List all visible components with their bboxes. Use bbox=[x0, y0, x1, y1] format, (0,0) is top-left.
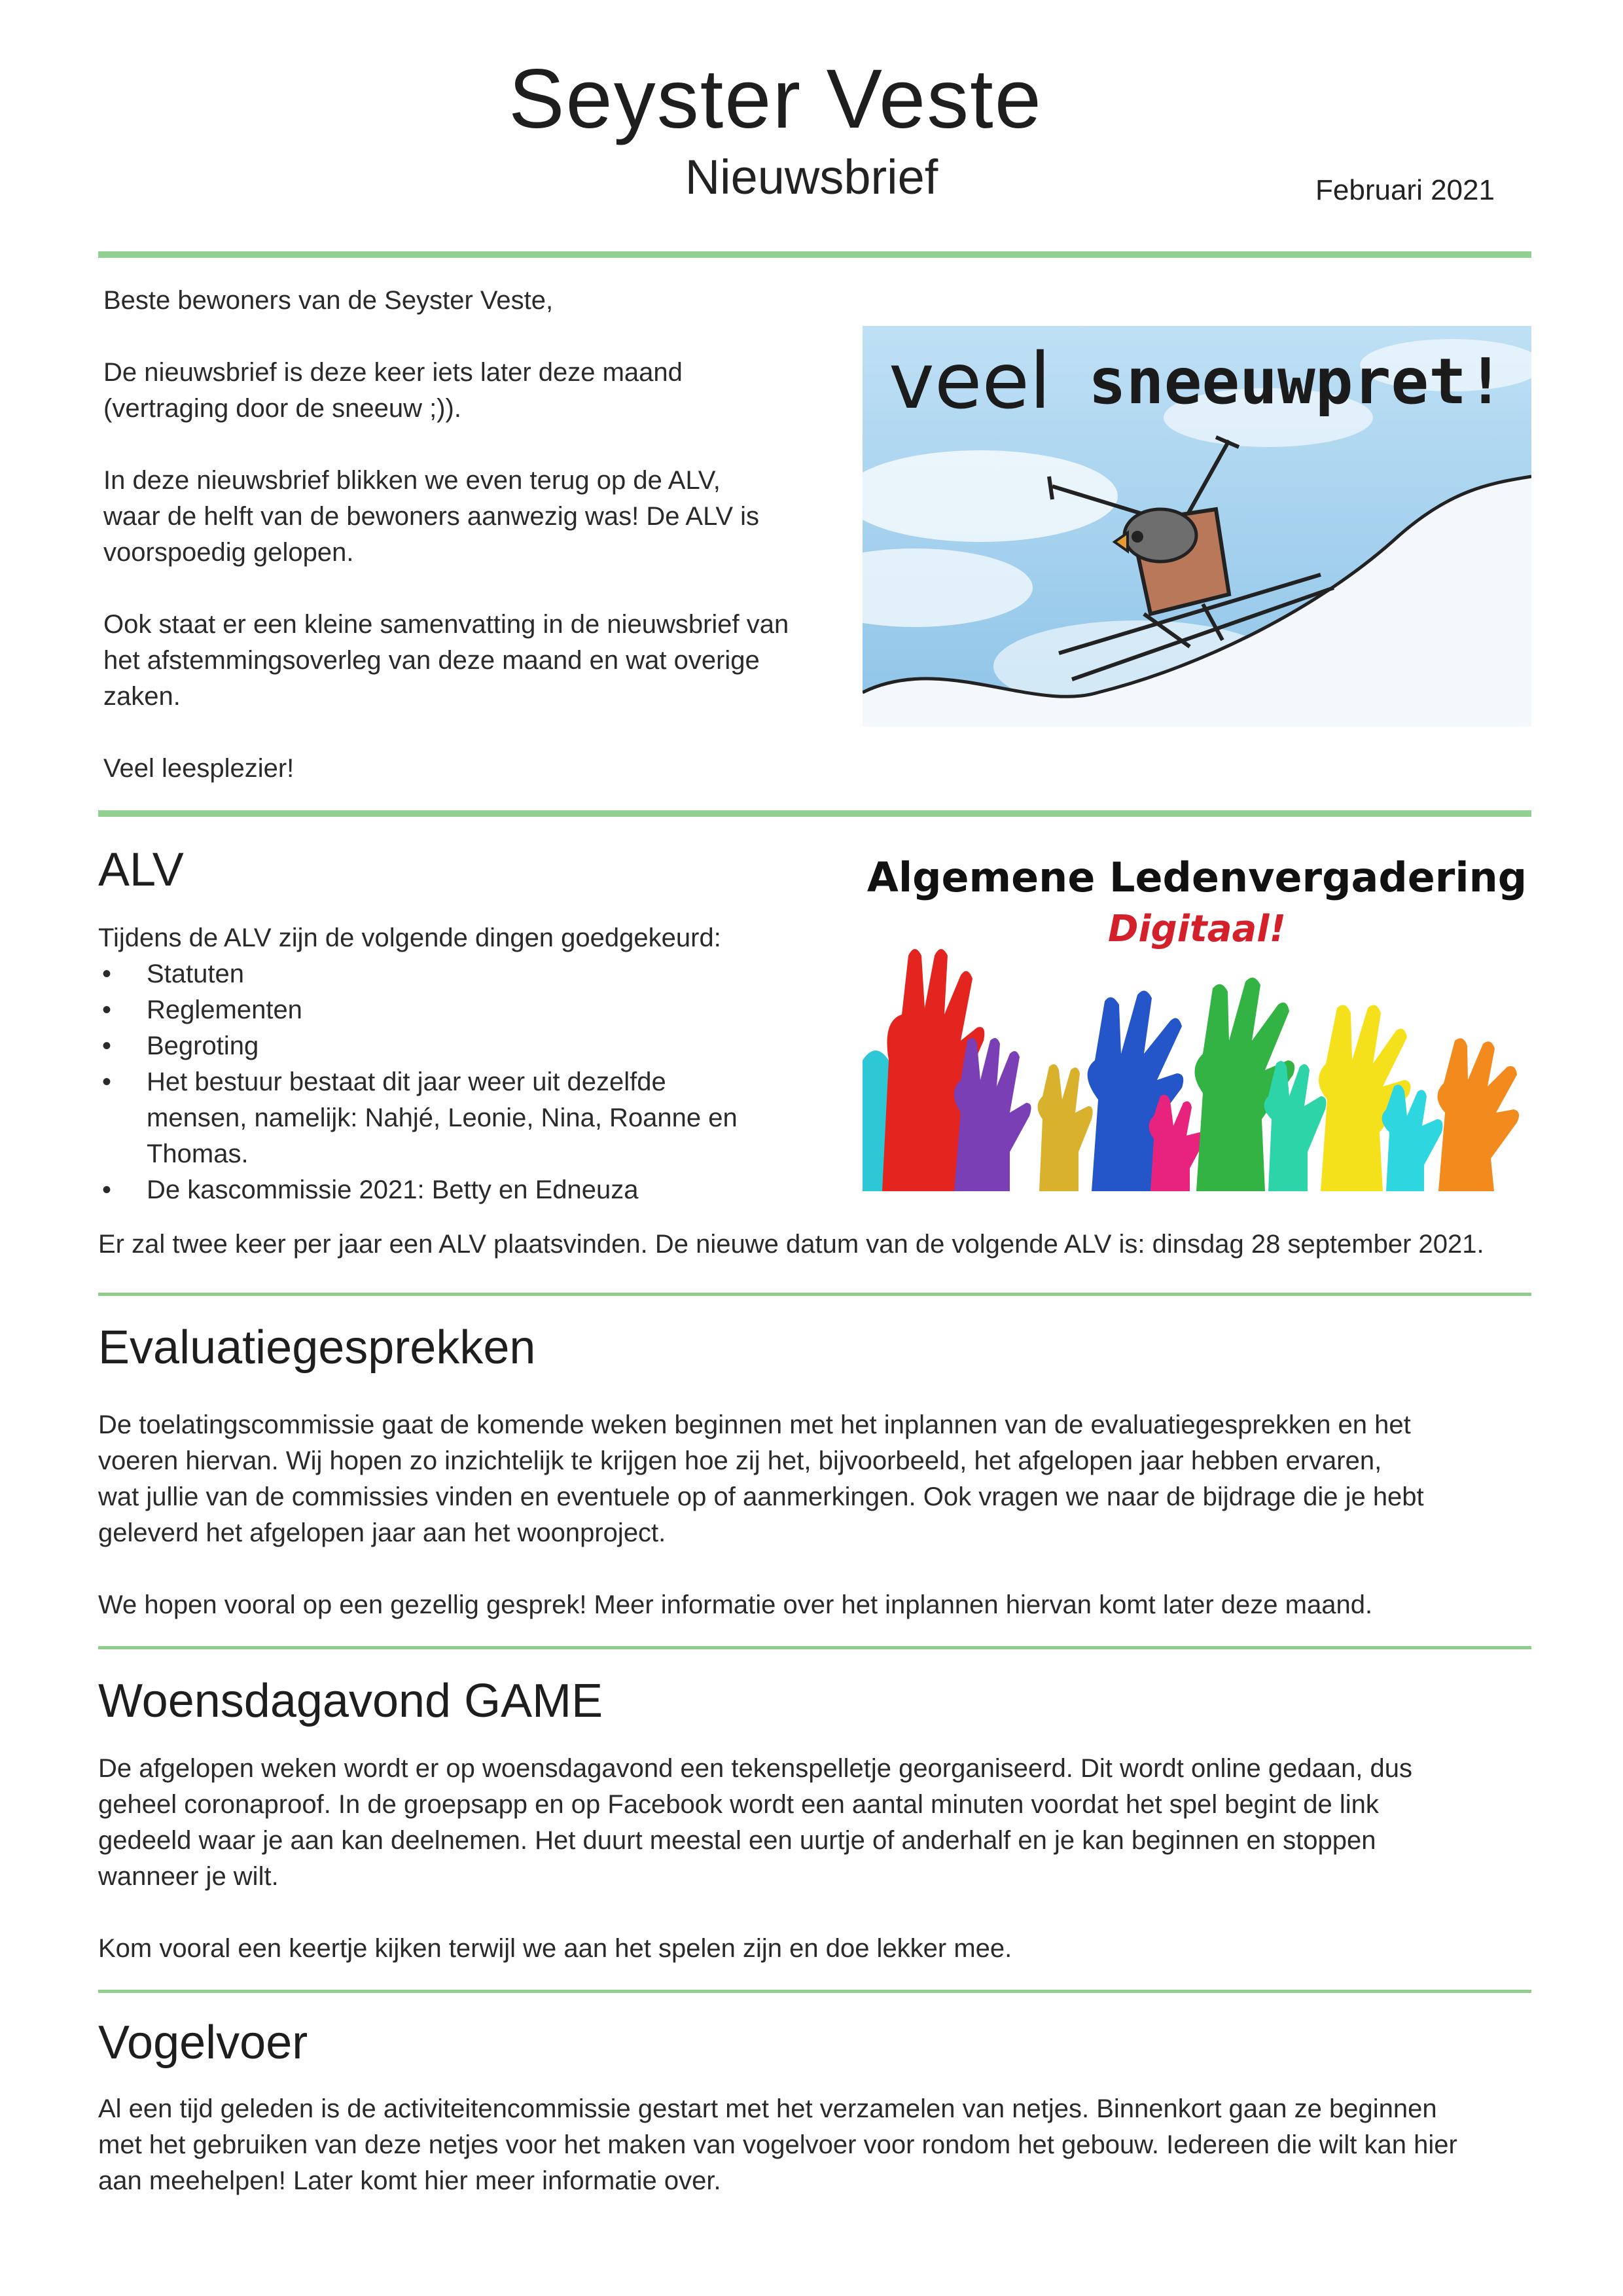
list-item-text: Statuten bbox=[147, 960, 245, 988]
list-item bbox=[98, 956, 851, 992]
alv-approved-list bbox=[98, 956, 851, 1208]
intro-paragraph-1 bbox=[103, 355, 683, 427]
divider bbox=[98, 810, 1531, 817]
evaluatie-heading: Evaluatiegesprekken bbox=[98, 1321, 536, 1374]
text-line: De toelatingscommissie gaat de komende weken beginnen met het inplannen van de evaluatiegesprekken en het bbox=[98, 1410, 1411, 1439]
text-line: De nieuwsbrief is deze keer iets later deze maand bbox=[103, 358, 683, 387]
text-line: (vertraging door de sneeuw ;)). bbox=[103, 394, 461, 423]
image-caption-veel: veel bbox=[889, 336, 1051, 426]
bullet: • bbox=[102, 1031, 112, 1060]
alv-digital-image bbox=[863, 844, 1531, 1191]
list-item-text: Thomas. bbox=[147, 1139, 249, 1168]
text-line: voorspoedig gelopen. bbox=[103, 538, 354, 567]
vogelvoer-paragraph bbox=[98, 2091, 1457, 2199]
game-closing: Kom vooral een keertje kijken terwijl we aan het spelen zijn en doe lekker mee. bbox=[98, 1934, 1012, 1963]
bullet: • bbox=[102, 996, 112, 1024]
text-line: geleverd het afgelopen jaar aan het woonproject. bbox=[98, 1518, 666, 1547]
intro-closing: Veel leesplezier! bbox=[103, 754, 294, 783]
text-line: Ook staat er een kleine samenvatting in de nieuwsbrief van bbox=[103, 610, 789, 639]
list-item bbox=[98, 1172, 851, 1208]
divider bbox=[98, 1990, 1531, 1993]
text-line: wanneer je wilt. bbox=[98, 1862, 279, 1891]
text-line: aan meehelpen! Later komt hier meer informatie over. bbox=[98, 2166, 721, 2195]
snow-fun-image bbox=[863, 326, 1531, 726]
text-line: De afgelopen weken wordt er op woensdagavond een tekenspelletje georganiseerd. Dit wordt online gedaan, dus bbox=[98, 1754, 1413, 1783]
text-line: gedeeld waar je aan kan deelnemen. Het duurt meestal een uurtje of anderhalf en je kan beginnen en stoppen bbox=[98, 1826, 1376, 1855]
list-item bbox=[98, 992, 851, 1028]
alv-heading: ALV bbox=[98, 844, 184, 896]
text-line: voeren hiervan. Wij hopen zo inzichtelijk te krijgen hoe zij het, bijvoorbeeld, het afgelopen jaar hebben ervaren, bbox=[98, 1446, 1382, 1475]
list-item bbox=[98, 1064, 851, 1172]
list-item-text: Begroting bbox=[147, 1031, 259, 1060]
list-item-text: Het bestuur bestaat dit jaar weer uit dezelfde bbox=[147, 1067, 666, 1096]
text-line: geheel coronaproof. In de groepsapp en op Facebook wordt een aantal minuten voordat het spel begint de link bbox=[98, 1790, 1379, 1819]
raised-hands-illustration bbox=[863, 844, 1531, 1191]
divider bbox=[98, 1293, 1531, 1296]
text-line: waar de helft van de bewoners aanwezig was! De ALV is bbox=[103, 502, 760, 531]
text-line: In deze nieuwsbrief blikken we even terug op de ALV, bbox=[103, 466, 721, 495]
game-paragraph bbox=[98, 1751, 1412, 1895]
image-caption-sneeuwpret: sneeuwpret! bbox=[1088, 345, 1505, 418]
intro-paragraph-3 bbox=[103, 607, 789, 715]
newsletter-subtitle: Nieuwsbrief bbox=[685, 150, 938, 204]
list-item-text: Reglementen bbox=[147, 996, 302, 1024]
list-item bbox=[98, 1028, 851, 1064]
divider bbox=[98, 1646, 1531, 1649]
bullet: • bbox=[102, 1175, 112, 1204]
evaluatie-paragraph bbox=[98, 1407, 1424, 1551]
alv-image-title: Algemene Ledenvergadering bbox=[866, 853, 1527, 901]
vogelvoer-heading: Vogelvoer bbox=[98, 2017, 308, 2069]
newsletter-title: Seyster Veste bbox=[508, 52, 1043, 146]
text-line: wat jullie van de commissies vinden en eventuele op of aanmerkingen. Ook vragen we naar de bijdrage die je hebt bbox=[98, 1482, 1424, 1511]
divider bbox=[98, 251, 1531, 258]
evaluatie-closing: We hopen vooral op een gezellig gesprek! Meer informatie over het inplannen hiervan komt later deze maand. bbox=[98, 1590, 1373, 1619]
bullet: • bbox=[102, 1067, 112, 1096]
issue-date: Februari 2021 bbox=[1315, 174, 1495, 206]
intro-paragraph-2 bbox=[103, 463, 759, 571]
alv-lead: Tijdens de ALV zijn de volgende dingen goedgekeurd: bbox=[98, 924, 721, 952]
alv-image-subtitle: Digitaal! bbox=[1107, 908, 1287, 950]
intro-greeting: Beste bewoners van de Seyster Veste, bbox=[103, 286, 554, 315]
list-item-text: De kascommissie 2021: Betty en Edneuza bbox=[147, 1175, 639, 1204]
game-heading: Woensdagavond GAME bbox=[98, 1675, 603, 1727]
text-line: Al een tijd geleden is de activiteitencommissie gestart met het verzamelen van netjes. Binnenkort gaan ze beginnen bbox=[98, 2094, 1437, 2123]
list-item-text: mensen, namelijk: Nahjé, Leonie, Nina, Roanne en bbox=[147, 1103, 738, 1132]
text-line: het afstemmingsoverleg van deze maand en wat overige bbox=[103, 646, 760, 675]
skiing-illustration bbox=[863, 326, 1531, 726]
text-line: met het gebruiken van deze netjes voor het maken van vogelvoer voor rondom het gebouw. Iedereen die wilt kan hier bbox=[98, 2130, 1457, 2159]
bullet: • bbox=[102, 960, 112, 988]
text-line: zaken. bbox=[103, 682, 181, 711]
alv-footer: Er zal twee keer per jaar een ALV plaatsvinden. De nieuwe datum van de volgende ALV is: dinsdag 28 september 2021. bbox=[98, 1230, 1484, 1259]
